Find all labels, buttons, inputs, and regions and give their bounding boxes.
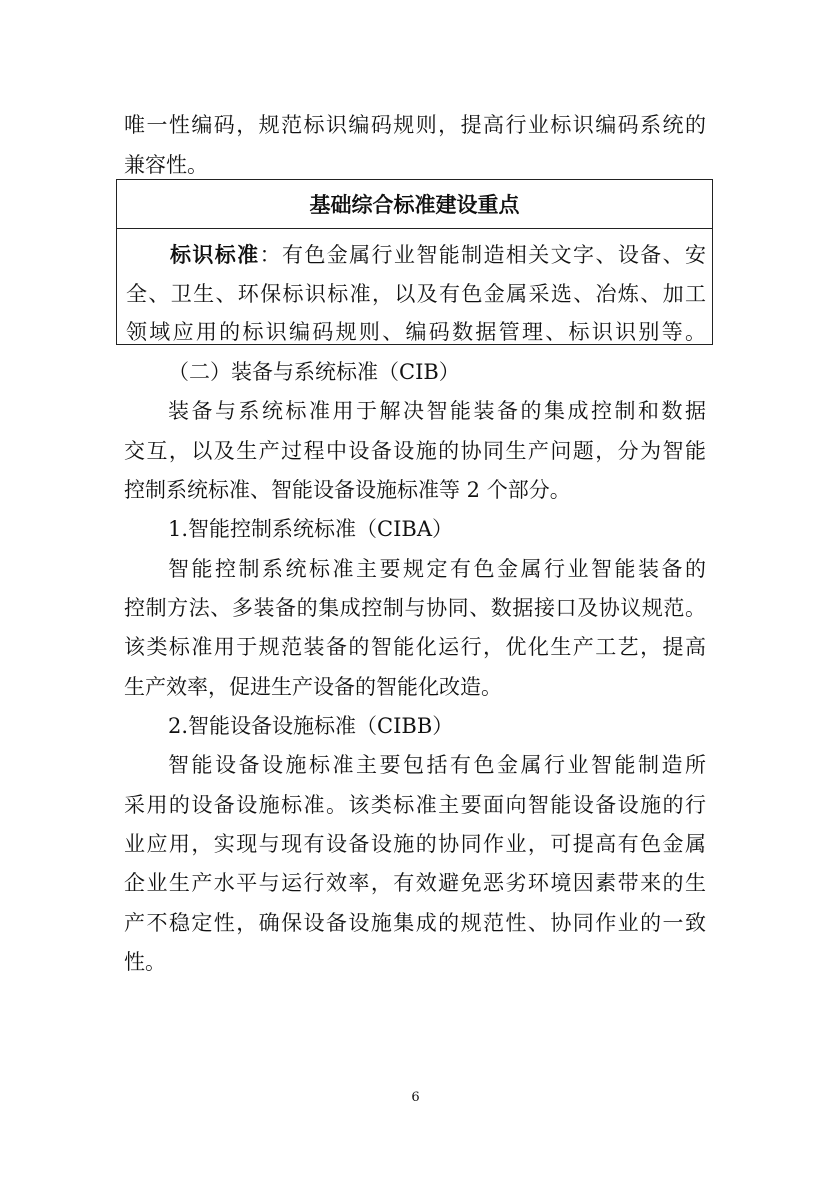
body-line: 唯一性编码，规范标识编码规则，提高行业标识编码系统的 [124, 113, 706, 137]
body-line: 该类标准用于规范装备的智能化运行，优化生产工艺，提高 [124, 635, 706, 659]
body-line: 交互，以及生产过程中设备设施的协同生产问题，分为智能 [124, 439, 706, 463]
body-line: 企业生产水平与运行效率，有效避免恶劣环境因素带来的生 [124, 871, 706, 895]
body-line: 产不稳定性，确保设备设施集成的规范性、协同作业的一致 [124, 911, 706, 935]
body-line: 智能设备设施标准主要包括有色金属行业智能制造所 [168, 753, 706, 777]
box-line-text: ：有色金属行业智能制造相关文字、设备、安 [259, 243, 707, 267]
box-divider [117, 228, 712, 229]
section-heading: （二）装备与系统标准（CIB） [168, 360, 460, 384]
key-points-box [116, 179, 713, 345]
body-line: 业应用，实现与现有设备设施的协同作业，可提高有色金属 [124, 832, 706, 856]
body-line: 装备与系统标准用于解决智能装备的集成控制和数据 [168, 399, 706, 423]
body-line: 采用的设备设施标准。该类标准主要面向智能设备设施的行 [124, 793, 706, 817]
page-number: 6 [411, 1090, 420, 1105]
box-line: 全、卫生、环保标识标准，以及有色金属采选、冶炼、加工 [126, 282, 706, 306]
body-line: 智能控制系统标准主要规定有色金属行业智能装备的 [168, 557, 706, 581]
subsection-heading: 2.智能设备设施标准（CIBB） [168, 714, 454, 738]
box-title: 基础综合标准建设重点 [309, 192, 520, 217]
box-label: 标识标准 [170, 242, 260, 267]
body-line: 生产效率，促进生产设备的智能化改造。 [124, 675, 502, 699]
box-line: 领域应用的标识编码规则、编码数据管理、标识识别等。 [126, 320, 706, 344]
body-line: 性。 [124, 950, 166, 974]
box-line [170, 242, 706, 268]
subsection-heading: 1.智能控制系统标准（CIBA） [168, 517, 453, 541]
body-line: 控制方法、多装备的集成控制与协同、数据接口及协议规范。 [124, 596, 706, 620]
body-line: 兼容性。 [124, 153, 208, 177]
body-line: 控制系统标准、智能设备设施标准等 2 个部分。 [124, 478, 571, 502]
